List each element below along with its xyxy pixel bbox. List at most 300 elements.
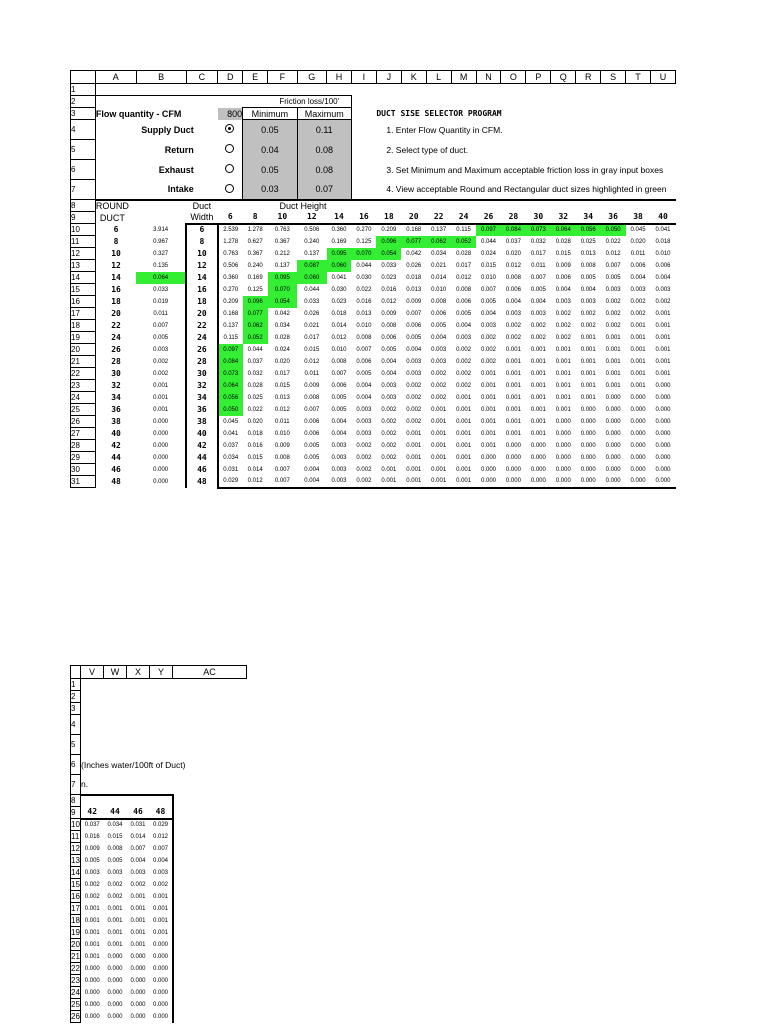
row-8 xyxy=(71,200,676,212)
row xyxy=(71,927,247,939)
row-number: 15 xyxy=(71,284,96,296)
friction-value: 0.044 xyxy=(356,262,372,269)
friction-value: 0.002 xyxy=(481,358,497,365)
friction-value: 0.002 xyxy=(456,370,472,377)
friction-value: 0.270 xyxy=(223,286,239,293)
friction-value: 0.020 xyxy=(247,418,263,425)
friction-value: 0.137 xyxy=(431,227,447,233)
friction-value: 0.017 xyxy=(304,334,320,341)
column-header[interactable]: N xyxy=(476,71,501,84)
friction-value: 0.017 xyxy=(456,262,472,269)
friction-value: 0.002 xyxy=(630,298,646,305)
friction-value: 0.064 xyxy=(551,224,576,236)
round-duct-loss: 3.914 xyxy=(153,226,169,233)
minimum-friction-input[interactable]: 0.05 xyxy=(243,160,297,180)
round-duct-loss: 0.007 xyxy=(153,322,169,329)
friction-value: 0.011 xyxy=(531,262,546,269)
friction-value: 0.001 xyxy=(555,394,571,401)
minimum-friction-input[interactable]: 0.03 xyxy=(243,180,297,200)
empty-cell xyxy=(351,140,376,160)
duct-type-label: Return xyxy=(164,144,194,155)
column-header[interactable]: X xyxy=(127,666,150,679)
friction-value: 0.001 xyxy=(630,358,646,365)
friction-value: 0.009 xyxy=(406,298,422,305)
row-number: 8 xyxy=(71,795,81,807)
friction-value: 0.084 xyxy=(501,224,526,236)
friction-value: 0.028 xyxy=(247,382,263,389)
friction-value: 0.002 xyxy=(84,893,100,900)
table-row xyxy=(71,344,676,356)
empty-cell xyxy=(626,96,651,108)
friction-value: 0.018 xyxy=(247,430,263,437)
friction-value: 0.008 xyxy=(356,334,372,341)
column-header[interactable]: T xyxy=(626,71,651,84)
friction-value: 0.028 xyxy=(456,250,472,257)
friction-value: 0.000 xyxy=(605,466,621,473)
row xyxy=(71,1011,247,1023)
friction-value: 0.008 xyxy=(274,454,290,461)
row-number: 20 xyxy=(71,344,96,356)
column-header[interactable]: C xyxy=(186,71,218,84)
empty-cell xyxy=(173,679,247,691)
friction-value: 0.006 xyxy=(381,334,397,341)
empty-cell xyxy=(268,84,297,96)
row-9 xyxy=(71,212,676,224)
friction-value: 0.028 xyxy=(555,238,571,245)
duct-width: 40 xyxy=(186,428,218,440)
friction-value: 0.006 xyxy=(356,358,372,365)
column-header[interactable]: K xyxy=(401,71,426,84)
duct-width: 26 xyxy=(186,344,218,356)
duct-type-radio[interactable] xyxy=(218,180,243,200)
row-number: 19 xyxy=(71,927,80,937)
friction-value: 0.001 xyxy=(431,418,447,425)
duct-type-radio[interactable] xyxy=(218,140,243,160)
friction-value: 0.000 xyxy=(505,442,521,449)
friction-value: 0.010 xyxy=(356,322,372,329)
program-title: DUCT SISE SELECTOR PROGRAM xyxy=(376,108,502,118)
column-header[interactable]: M xyxy=(451,71,476,84)
friction-value: 0.006 xyxy=(630,262,646,269)
row xyxy=(71,679,247,691)
round-duct-size: 18 xyxy=(95,296,136,308)
friction-value: 0.001 xyxy=(505,370,521,377)
friction-value: 0.016 xyxy=(356,298,372,305)
friction-value: 0.000 xyxy=(630,394,646,401)
friction-value: 0.001 xyxy=(655,322,671,329)
friction-value: 0.001 xyxy=(530,406,546,413)
empty-cell xyxy=(136,84,186,96)
table-row xyxy=(71,308,676,320)
empty-cell xyxy=(327,200,676,212)
friction-value: 0.360 xyxy=(223,274,239,281)
duct-height-label: Duct Height xyxy=(218,200,327,212)
column-header[interactable]: D xyxy=(218,71,243,84)
friction-value: 0.003 xyxy=(381,382,397,389)
friction-value: 0.000 xyxy=(501,476,526,488)
friction-value: 0.000 xyxy=(630,466,646,473)
empty-cell xyxy=(95,84,136,96)
table-row xyxy=(71,236,676,248)
maximum-friction-input[interactable]: 0.08 xyxy=(297,160,351,180)
friction-value: 0.000 xyxy=(630,442,646,449)
friction-value: 0.001 xyxy=(580,382,596,389)
empty-cell xyxy=(376,84,401,96)
friction-value: 0.000 xyxy=(630,406,646,413)
friction-value: 0.008 xyxy=(456,286,472,293)
friction-value: 0.001 xyxy=(456,454,472,461)
friction-value: 0.001 xyxy=(481,370,497,377)
height-header: 16 xyxy=(351,212,376,224)
round-duct-size: 10 xyxy=(95,248,136,260)
table-row xyxy=(71,260,676,272)
friction-value: 0.012 xyxy=(304,358,320,365)
table-row xyxy=(71,356,676,368)
table-row xyxy=(71,248,676,260)
empty-cell xyxy=(173,891,247,903)
duct-width: 10 xyxy=(186,248,218,260)
duct-width: 18 xyxy=(186,296,218,308)
friction-value: 0.000 xyxy=(655,430,671,437)
friction-value: 0.006 xyxy=(304,430,320,437)
column-header[interactable]: W xyxy=(104,666,127,679)
minimum-friction-input[interactable]: 0.05 xyxy=(243,120,297,140)
height-header: 28 xyxy=(501,212,526,224)
row-number: 24 xyxy=(71,392,96,404)
friction-value: 0.001 xyxy=(530,430,546,437)
friction-value: 0.003 xyxy=(630,286,646,293)
round-duct-loss: 0.001 xyxy=(153,382,169,389)
empty-cell xyxy=(173,867,247,879)
friction-value: 0.000 xyxy=(107,1001,123,1008)
friction-value: 0.002 xyxy=(356,466,372,473)
friction-value: 0.001 xyxy=(431,454,447,461)
round-duct-size: 6 xyxy=(95,224,136,236)
friction-value: 0.001 xyxy=(630,382,646,389)
empty-cell xyxy=(173,963,247,975)
friction-value: 0.002 xyxy=(456,346,472,353)
column-header[interactable]: E xyxy=(243,71,268,84)
column-header[interactable]: R xyxy=(576,71,601,84)
height-header: 42 xyxy=(81,807,104,819)
column-header[interactable]: V xyxy=(81,666,104,679)
friction-value: 0.031 xyxy=(130,822,146,828)
friction-value: 0.000 xyxy=(580,442,596,449)
friction-value: 0.627 xyxy=(247,238,263,245)
column-header[interactable]: H xyxy=(327,71,352,84)
friction-value: 0.000 xyxy=(551,476,576,488)
friction-value: 0.001 xyxy=(456,430,472,437)
friction-value: 0.000 xyxy=(107,965,123,972)
friction-value: 0.005 xyxy=(456,310,472,317)
maximum-friction-input[interactable]: 0.08 xyxy=(297,140,351,160)
friction-value: 0.045 xyxy=(630,227,646,233)
corner-cell xyxy=(71,71,96,84)
column-header[interactable]: S xyxy=(601,71,626,84)
duct-width: 38 xyxy=(186,416,218,428)
friction-value: 0.006 xyxy=(456,298,472,305)
friction-value: 0.030 xyxy=(356,274,372,281)
friction-value: 0.000 xyxy=(655,382,671,389)
friction-value: 0.005 xyxy=(605,274,621,281)
friction-value: 0.004 xyxy=(356,394,372,401)
empty-cell xyxy=(173,1011,247,1023)
column-header[interactable]: F xyxy=(268,71,297,84)
radio-button-icon[interactable] xyxy=(225,144,234,153)
flow-quantity-input[interactable]: 800 xyxy=(218,108,243,120)
friction-value: 0.000 xyxy=(130,989,146,996)
column-header[interactable]: Y xyxy=(150,666,173,679)
friction-value: 0.001 xyxy=(580,346,596,353)
friction-value: 0.052 xyxy=(451,236,476,248)
friction-value: 0.000 xyxy=(130,977,146,984)
friction-value: 0.000 xyxy=(580,418,596,425)
row-number: 18 xyxy=(71,915,80,925)
friction-value: 0.001 xyxy=(381,466,397,473)
duct-type-label: Supply Duct xyxy=(141,124,194,135)
height-header: 22 xyxy=(426,212,451,224)
empty-cell xyxy=(150,715,173,735)
friction-value: 0.015 xyxy=(555,250,571,257)
friction-value: 0.001 xyxy=(84,917,100,924)
row-number: 1 xyxy=(71,84,96,96)
table-row xyxy=(71,284,676,296)
friction-value: 0.005 xyxy=(331,406,347,413)
empty-cell xyxy=(186,84,218,96)
friction-value: 0.002 xyxy=(406,394,422,401)
friction-value: 0.001 xyxy=(505,418,521,425)
friction-value: 0.001 xyxy=(505,394,521,401)
friction-value: 0.034 xyxy=(274,322,290,329)
empty-cell xyxy=(173,703,247,715)
row xyxy=(71,819,247,831)
row-number: 5 xyxy=(71,735,81,755)
column-header[interactable]: O xyxy=(501,71,526,84)
friction-value: 0.005 xyxy=(356,370,372,377)
empty-cell xyxy=(351,108,376,120)
radio-button-icon[interactable] xyxy=(225,184,234,193)
friction-value: 0.001 xyxy=(655,346,671,353)
instruction-text: 2. Select type of duct. xyxy=(386,144,469,155)
friction-value: 0.000 xyxy=(655,406,671,413)
friction-value: 0.003 xyxy=(130,869,146,876)
friction-value: 0.005 xyxy=(530,286,546,293)
column-header[interactable]: B xyxy=(136,71,186,84)
row-duct-type xyxy=(71,140,676,160)
friction-value: 0.002 xyxy=(505,322,521,329)
duct-width: 48 xyxy=(186,476,218,488)
friction-value: 0.002 xyxy=(555,310,571,317)
friction-value: 0.001 xyxy=(426,476,451,488)
friction-value: 0.020 xyxy=(274,358,290,365)
friction-value: 0.001 xyxy=(431,466,447,473)
empty-cell xyxy=(173,819,247,831)
friction-value: 0.001 xyxy=(580,334,596,341)
friction-value: 0.005 xyxy=(381,346,397,353)
friction-value: 0.018 xyxy=(655,238,671,245)
friction-value: 0.000 xyxy=(626,476,651,488)
spreadsheet-continuation xyxy=(70,665,247,1023)
duct-width: 28 xyxy=(186,356,218,368)
friction-value: 0.009 xyxy=(274,442,290,449)
friction-value: 0.001 xyxy=(505,406,521,413)
row-number: 30 xyxy=(71,464,96,476)
table-row xyxy=(71,440,676,452)
friction-value: 0.001 xyxy=(530,358,546,365)
friction-value: 0.000 xyxy=(150,975,173,987)
friction-value: 0.000 xyxy=(630,418,646,425)
friction-value: 0.270 xyxy=(356,227,372,233)
minimum-friction-input[interactable]: 0.04 xyxy=(243,140,297,160)
empty-cell xyxy=(150,703,173,715)
friction-value: 0.000 xyxy=(655,466,671,473)
row-number: 4 xyxy=(71,120,96,140)
friction-value: 0.004 xyxy=(655,274,671,281)
friction-value: 0.002 xyxy=(406,418,422,425)
friction-value: 0.060 xyxy=(327,260,352,272)
friction-value: 0.003 xyxy=(580,298,596,305)
row xyxy=(71,855,247,867)
friction-value: 0.003 xyxy=(331,454,347,461)
friction-value: 0.014 xyxy=(331,322,347,329)
duct-type-radio[interactable] xyxy=(218,160,243,180)
row-number: 6 xyxy=(71,755,81,775)
empty-cell xyxy=(476,84,501,96)
friction-value: 0.000 xyxy=(605,418,621,425)
friction-value: 0.012 xyxy=(331,334,347,341)
friction-value: 0.001 xyxy=(130,929,146,936)
round-duct-loss: 0.327 xyxy=(153,250,169,257)
friction-value: 0.001 xyxy=(481,382,497,389)
friction-value: 0.001 xyxy=(555,358,571,365)
row-number: 2 xyxy=(71,96,96,108)
column-header[interactable]: L xyxy=(426,71,451,84)
friction-value: 0.000 xyxy=(655,418,671,425)
empty-cell xyxy=(173,903,247,915)
radio-button-icon[interactable] xyxy=(225,164,234,173)
round-duct-loss: 0.000 xyxy=(153,454,169,461)
friction-value: 0.029 xyxy=(218,476,243,488)
column-header[interactable]: P xyxy=(526,71,551,84)
friction-value: 0.000 xyxy=(84,977,100,984)
column-header[interactable]: A xyxy=(95,71,136,84)
empty-cell xyxy=(173,951,247,963)
table-row xyxy=(71,332,676,344)
empty-cell xyxy=(501,84,526,96)
row-number: 11 xyxy=(71,831,80,841)
friction-value: 0.002 xyxy=(580,322,596,329)
radio-button-icon[interactable] xyxy=(225,124,234,133)
friction-value: 0.000 xyxy=(655,442,671,449)
row xyxy=(71,755,247,775)
friction-value: 0.020 xyxy=(630,238,646,245)
round-duct-size: 14 xyxy=(95,272,136,284)
empty-cell xyxy=(576,96,601,108)
friction-value: 0.000 xyxy=(530,466,546,473)
row xyxy=(71,963,247,975)
duct-type-radio[interactable] xyxy=(218,120,243,140)
friction-value: 0.004 xyxy=(456,322,472,329)
friction-value: 0.001 xyxy=(130,917,146,924)
friction-value: 0.056 xyxy=(218,392,243,404)
friction-value: 0.000 xyxy=(605,430,621,437)
friction-value: 0.763 xyxy=(223,250,239,257)
friction-value: 0.001 xyxy=(107,941,123,948)
empty-cell xyxy=(297,84,326,96)
column-header[interactable]: Q xyxy=(551,71,576,84)
friction-value: 0.032 xyxy=(530,238,546,245)
friction-value: 0.000 xyxy=(630,454,646,461)
empty-cell xyxy=(127,679,150,691)
empty-cell xyxy=(401,84,426,96)
friction-value: 2.539 xyxy=(223,227,239,233)
maximum-friction-input[interactable]: 0.11 xyxy=(297,120,351,140)
friction-value: 1.278 xyxy=(247,227,263,233)
friction-value: 0.010 xyxy=(331,346,347,353)
friction-value: 0.031 xyxy=(223,466,239,473)
friction-value: 0.000 xyxy=(476,476,501,488)
row xyxy=(71,715,247,735)
friction-value: 0.000 xyxy=(84,989,100,996)
friction-value: 0.007 xyxy=(130,845,146,852)
friction-value: 0.004 xyxy=(431,334,447,341)
friction-value: 0.018 xyxy=(331,310,347,317)
friction-value: 0.000 xyxy=(84,1013,100,1020)
friction-value: 0.008 xyxy=(381,322,397,329)
duct-width: 36 xyxy=(186,404,218,416)
column-header[interactable]: G xyxy=(297,71,326,84)
row-number: 3 xyxy=(71,703,81,715)
friction-value: 0.003 xyxy=(456,334,472,341)
empty-cell xyxy=(601,96,626,108)
friction-value: 0.012 xyxy=(605,250,621,257)
friction-value: 0.096 xyxy=(243,296,268,308)
maximum-friction-input[interactable]: 0.07 xyxy=(297,180,351,200)
friction-value: 0.011 xyxy=(275,418,290,425)
height-header: 18 xyxy=(376,212,401,224)
friction-value: 0.001 xyxy=(630,370,646,377)
empty-cell xyxy=(551,96,576,108)
duct-width: 22 xyxy=(186,320,218,332)
friction-value: 0.006 xyxy=(655,262,671,269)
column-header[interactable]: I xyxy=(351,71,376,84)
instruction-text: 3. Set Minimum and Maximum acceptable friction loss in gray input boxes xyxy=(386,164,664,175)
row-number: 9 xyxy=(71,807,81,819)
round-duct-loss: 0.019 xyxy=(153,298,169,305)
friction-value: 0.008 xyxy=(505,274,521,281)
friction-value: 0.004 xyxy=(481,310,497,317)
empty-cell xyxy=(173,843,247,855)
row xyxy=(71,775,247,795)
friction-value: 0.001 xyxy=(605,346,621,353)
friction-value: 0.054 xyxy=(376,248,401,260)
friction-value: 0.005 xyxy=(431,322,447,329)
empty-cell xyxy=(576,84,601,96)
table-row xyxy=(71,416,676,428)
row xyxy=(71,867,247,879)
friction-value: 0.003 xyxy=(331,442,347,449)
column-header[interactable]: J xyxy=(376,71,401,84)
column-header[interactable]: U xyxy=(651,71,676,84)
friction-value: 0.001 xyxy=(401,476,426,488)
empty-cell xyxy=(173,855,247,867)
friction-value: 0.045 xyxy=(223,418,239,425)
column-header[interactable]: AC xyxy=(173,666,247,679)
friction-value: 0.003 xyxy=(107,869,123,876)
friction-value: 0.032 xyxy=(247,370,263,377)
round-duct-loss: 0.005 xyxy=(153,334,169,341)
friction-value: 0.004 xyxy=(555,286,571,293)
